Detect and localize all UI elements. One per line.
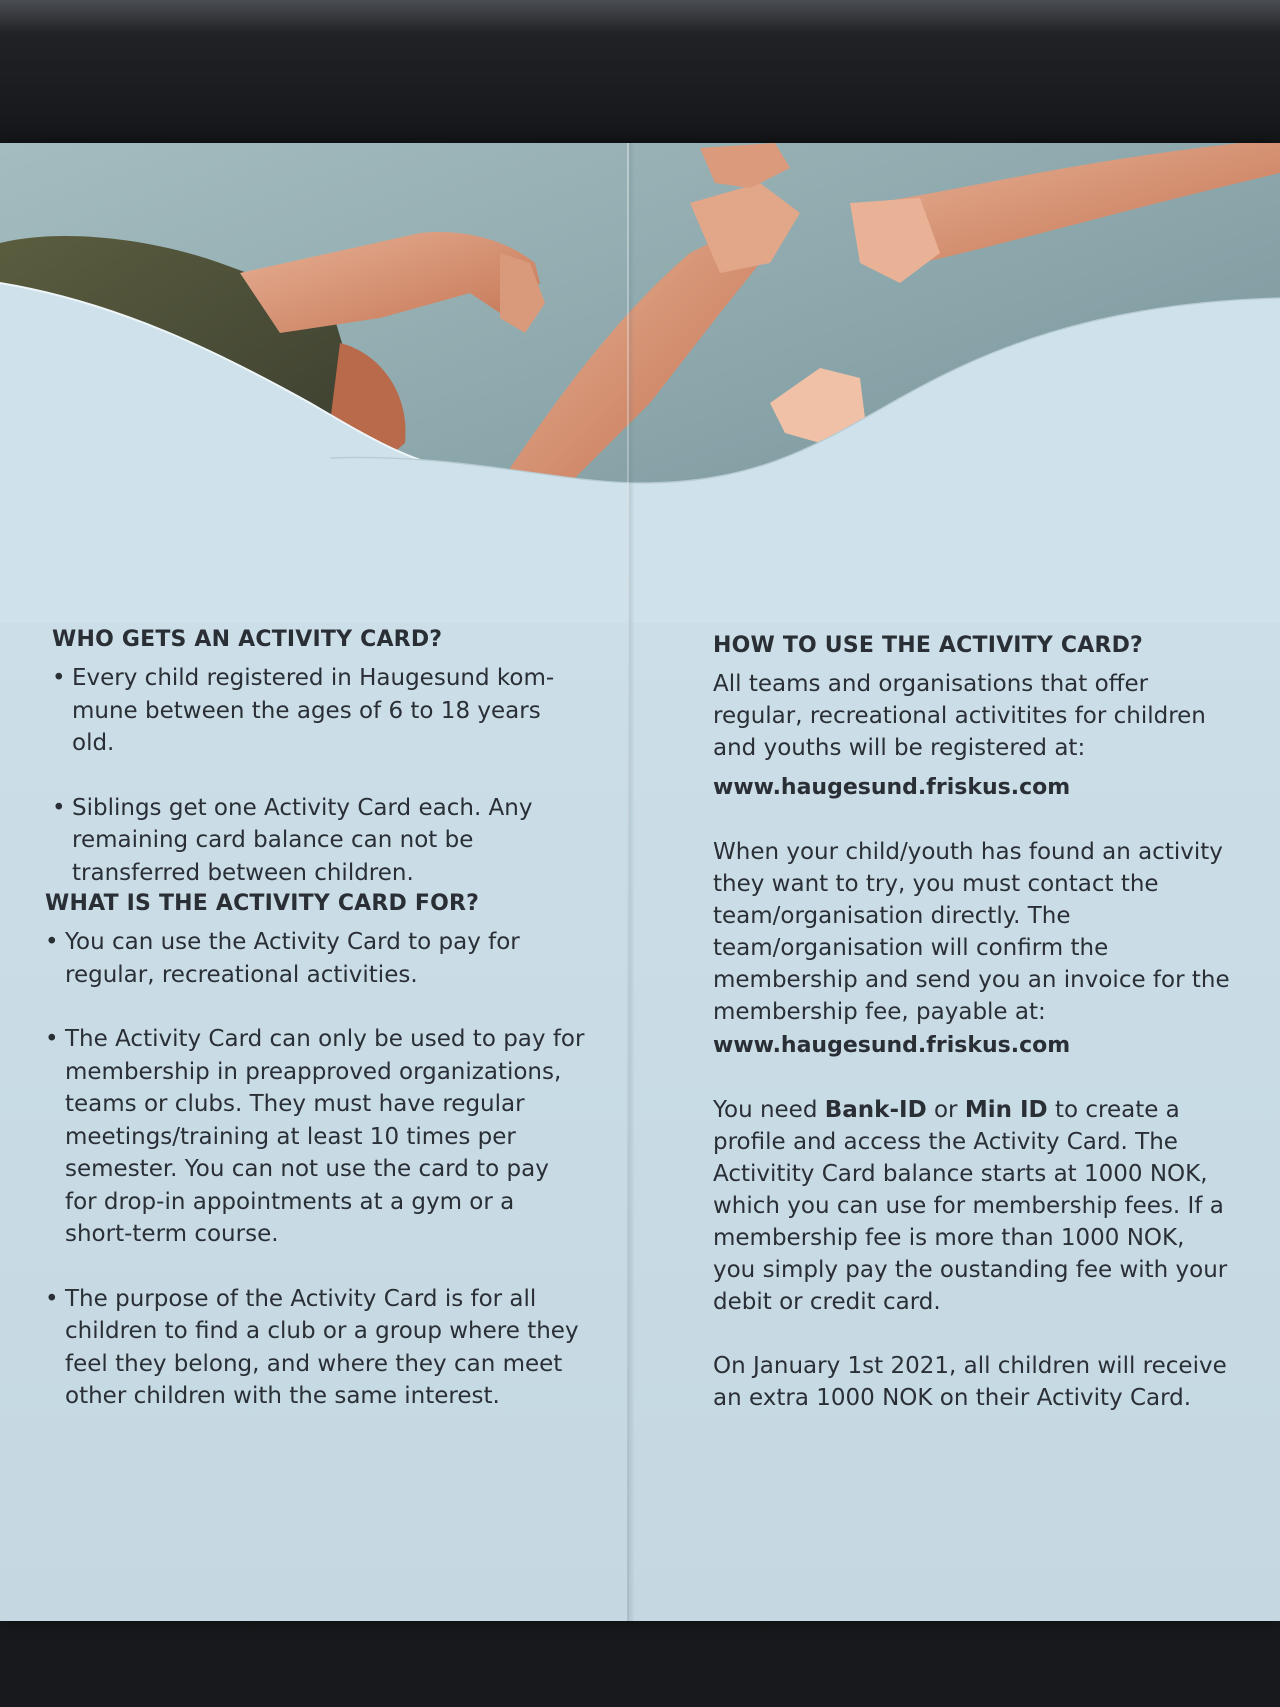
what-bullet-2 bbox=[45, 1023, 585, 1251]
bullet-dot: • bbox=[45, 1026, 59, 1052]
friskus-link-1[interactable]: www.haugesund.friskus.com bbox=[713, 775, 1071, 800]
bullet-dot: • bbox=[45, 929, 59, 955]
who-gets-heading: WHO GETS AN ACTIVITY CARD? bbox=[52, 627, 443, 652]
bullet-dot: • bbox=[52, 665, 66, 691]
fold-shadow bbox=[629, 143, 635, 1621]
bullet-dot: • bbox=[45, 1285, 59, 1312]
who-bullet-2-text: Siblings get one Activity Card each. Any remaining card balance can not be transferred between children. bbox=[72, 794, 533, 886]
what-bullet-1-text: You can use the Activity Card to pay for regular, recreational activities. bbox=[65, 929, 520, 988]
bankid-text-e: to create a profile and access the Activity Card. The Activitity Card balance starts at 1000 NOK, which you can use for membership fees. If a membership fee is more than 1000 NOK, you simply pay the oustanding fee with your debit or credit card. bbox=[713, 1097, 1228, 1315]
how-to-use-section bbox=[713, 633, 1233, 1446]
bullet-dot: • bbox=[52, 794, 66, 821]
bank-id-label: Bank-ID bbox=[824, 1097, 927, 1123]
what-for-section bbox=[45, 891, 585, 1445]
who-bullet-1-text: Every child registered in Haugesund kom-mune between the ages of 6 to 18 years old. bbox=[72, 665, 555, 756]
what-bullet-3 bbox=[45, 1283, 585, 1413]
who-bullet-1 bbox=[52, 662, 572, 760]
how-to-use-heading: HOW TO USE THE ACTIVITY CARD? bbox=[713, 633, 1144, 658]
what-bullet-1 bbox=[45, 926, 585, 991]
how-contact-paragraph: When your child/youth has found an activity they want to try, you must contact the team/organisation directly. The team/organisation will confirm the membership and send you an invoice for the membership fee, payable at: bbox=[713, 839, 1230, 1025]
who-gets-section bbox=[52, 627, 572, 921]
brochure bbox=[0, 143, 1280, 1621]
header-photo bbox=[0, 143, 1280, 623]
friskus-link-2[interactable]: www.haugesund.friskus.com bbox=[713, 1033, 1071, 1058]
what-bullet-3-text: The purpose of the Activity Card is for all children to find a club or a group where they feel they belong, and where they can meet other children with the same interest. bbox=[65, 1285, 579, 1409]
bankid-text-c: or bbox=[926, 1097, 965, 1123]
min-id-label: Min ID bbox=[964, 1097, 1048, 1123]
bankid-text-a: You need bbox=[713, 1097, 825, 1123]
january-bonus-paragraph: On January 1st 2021, all children will receive an extra 1000 NOK on their Activity Card. bbox=[713, 1353, 1227, 1411]
how-intro: All teams and organisations that offer regular, recreational activitites for children and youths will be registered at: bbox=[713, 671, 1206, 761]
what-bullet-2-text: The Activity Card can only be used to pay for membership in preapproved organizations, teams or clubs. They must have regular meetings/training at least 10 times per semester. You can not use the card to pay for drop-in appointments at a gym or a short-term course. bbox=[65, 1026, 585, 1247]
how-bankid-paragraph bbox=[713, 1094, 1233, 1318]
what-for-heading: WHAT IS THE ACTIVITY CARD FOR? bbox=[45, 891, 480, 916]
reaching-hands-photo bbox=[0, 143, 1280, 623]
who-bullet-2 bbox=[52, 792, 572, 890]
